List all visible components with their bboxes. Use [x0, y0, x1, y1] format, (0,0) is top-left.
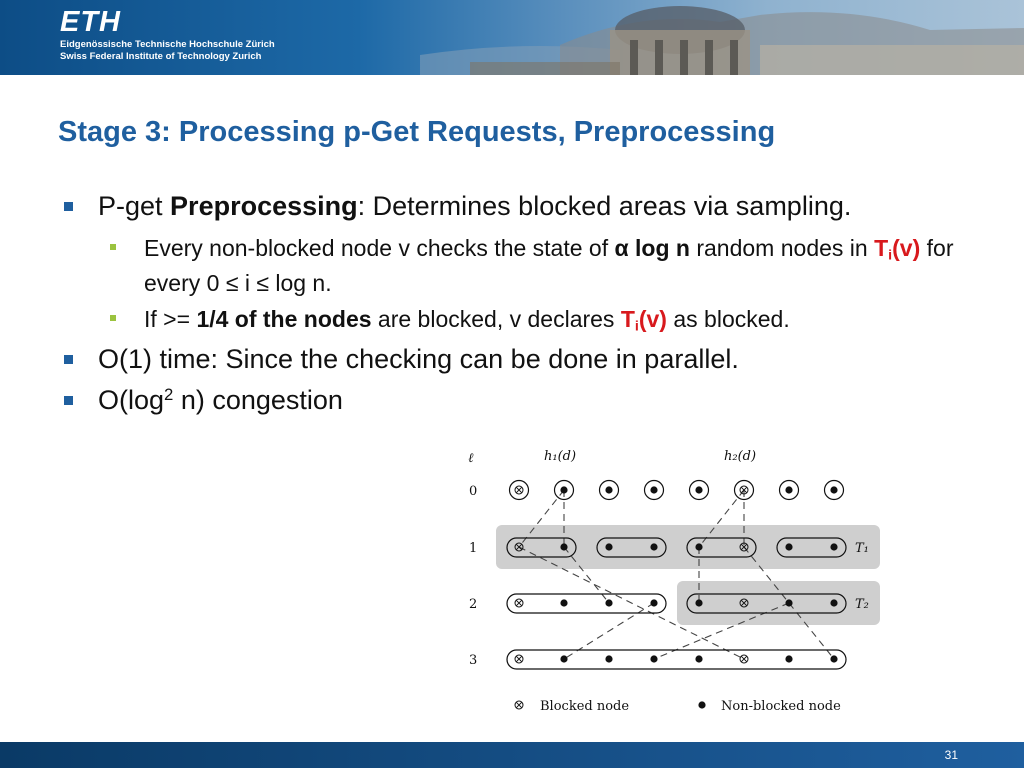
subbullet-bold: α log n	[614, 235, 690, 262]
subbullet-threshold	[110, 302, 1004, 337]
level-0-circles	[510, 481, 844, 500]
connection-lines	[519, 490, 834, 659]
bullet-text: n) congestion	[173, 385, 343, 416]
bullet-text: : Determines blocked areas via sampling.	[357, 191, 852, 221]
slide-title: Stage 3: Processing p-Get Requests, Preprocessing	[58, 116, 776, 148]
ti-v-term	[874, 235, 921, 264]
subbullet-text: for every 0 ≤ i ≤ log n.	[144, 235, 954, 296]
subbullet-text: If >=	[144, 306, 197, 333]
subbullet-square-icon	[110, 315, 116, 321]
bullet-text: O(1) time: Since the checking can be done in parallel.	[98, 343, 739, 374]
bullet-square-icon	[64, 355, 73, 364]
bullet-bold: Preprocessing	[170, 191, 358, 221]
bullet-congestion	[64, 384, 1004, 416]
t1-label: T₁	[855, 541, 869, 556]
ti-v: (v)	[892, 235, 921, 262]
level-3-pill	[507, 650, 846, 669]
eth-name-english: Swiss Federal Institute of Technology Zurich	[60, 51, 262, 62]
subbullet-text: random nodes in	[689, 235, 875, 262]
page-number: 31	[944, 748, 958, 762]
ti-t: T	[620, 306, 635, 333]
tree-diagram-svg	[450, 440, 890, 730]
eth-logo: ETH	[60, 6, 121, 38]
ti-sub: i	[634, 318, 639, 335]
legend-blocked-label: Blocked node	[540, 699, 630, 714]
level-2-label: 2	[469, 597, 478, 612]
tree-diagram	[450, 440, 890, 730]
bullet-text: O(log	[98, 385, 165, 416]
subbullet-text: as blocked.	[666, 306, 790, 333]
subbullet-text: are blocked, v declares	[371, 306, 621, 333]
subbullet-text: Every non-blocked node v checks the state of	[144, 235, 615, 262]
header-banner	[0, 0, 1024, 75]
footer-bar	[0, 742, 1024, 768]
subbullet-sampling	[110, 231, 1004, 300]
t2-highlight	[677, 581, 880, 625]
t1-highlight	[496, 525, 880, 569]
bullet-square-icon	[64, 396, 73, 405]
ti-v: (v)	[638, 306, 667, 333]
level-3-label: 3	[469, 653, 478, 668]
ti-t: T	[874, 235, 889, 262]
bullet-text: P-get	[98, 191, 171, 221]
slide-content	[64, 190, 1004, 426]
level-0-label: 0	[469, 484, 478, 499]
level-column-label: ℓ	[468, 451, 474, 466]
t2-label: T₂	[855, 597, 869, 612]
subbullet-bold: 1/4 of the nodes	[196, 306, 372, 333]
bullet-sup: 2	[164, 385, 174, 405]
legend-nonblocked-label: Non-blocked node	[721, 699, 841, 714]
bullet-square-icon	[64, 202, 73, 211]
h2-label: h₂(d)	[724, 449, 757, 464]
ti-v-term	[620, 306, 667, 335]
bullet-preprocessing	[64, 190, 1004, 222]
subbullet-square-icon	[110, 244, 116, 250]
ti-sub: i	[888, 247, 893, 264]
building-photo	[0, 0, 1024, 75]
eth-name-german: Eidgenössische Technische Hochschule Zürich	[60, 39, 275, 50]
bullet-time	[64, 343, 1004, 375]
h1-label: h₁(d)	[544, 449, 577, 464]
level-1-label: 1	[469, 541, 478, 556]
